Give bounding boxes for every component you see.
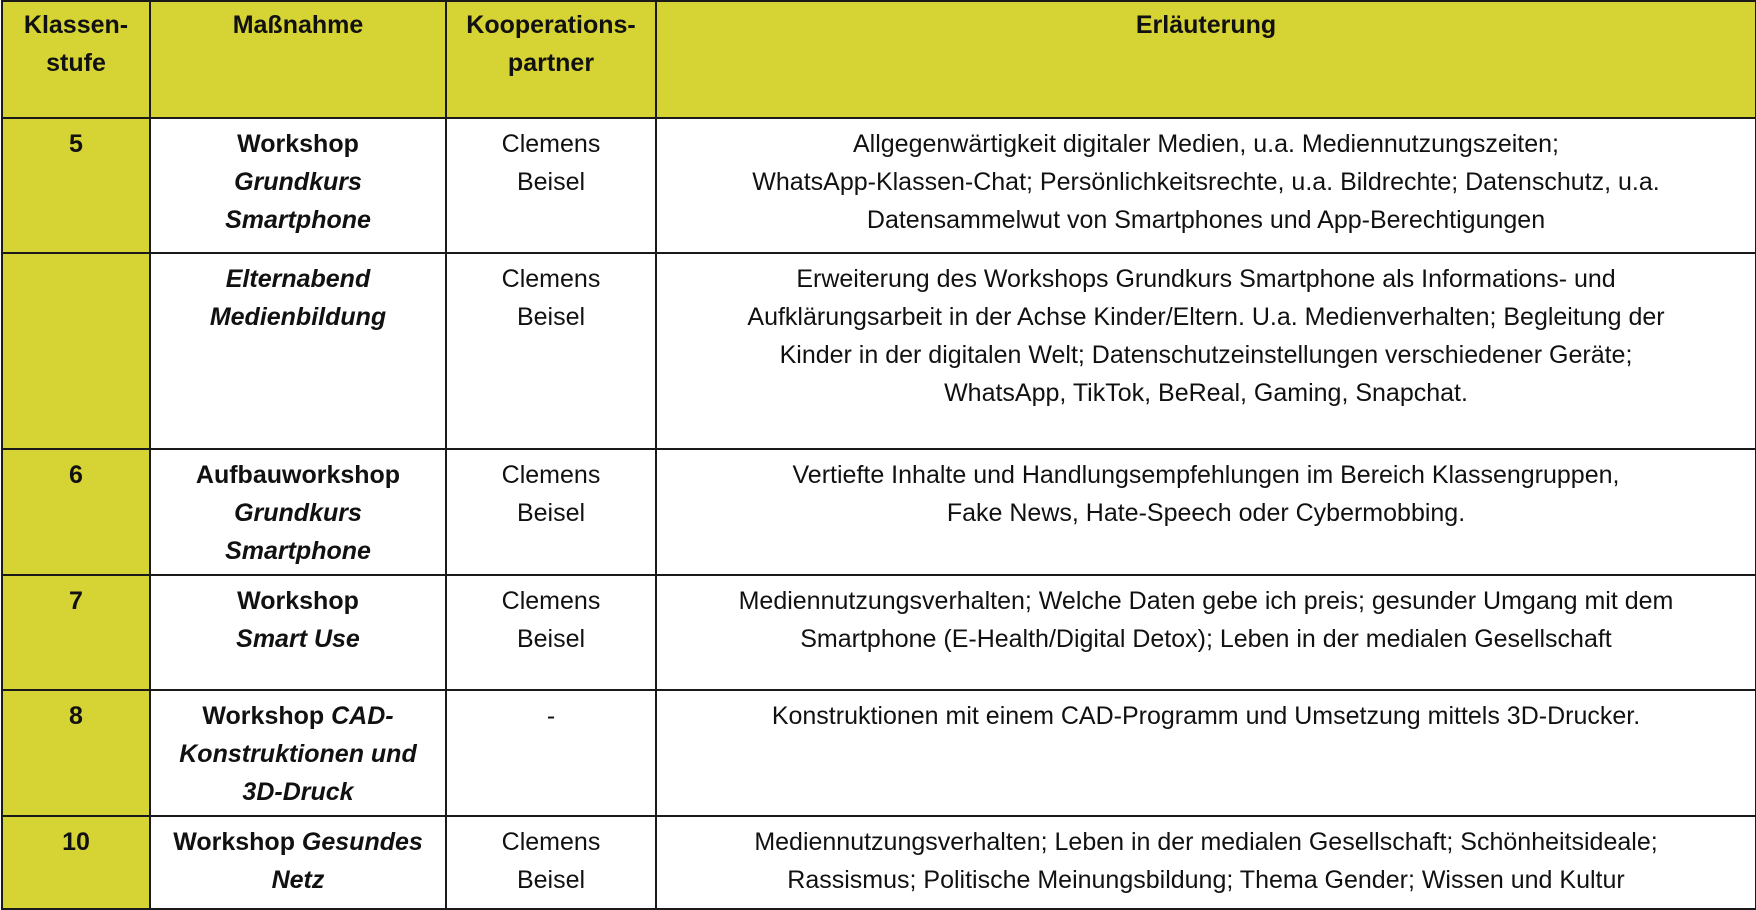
measure-line: Netz <box>271 866 325 894</box>
explanation-line: Aufklärungsarbeit in der Achse Kinder/Eltern. U.a. Medienverhalten; Begleitung der <box>747 303 1665 331</box>
grade-cell <box>2 575 150 690</box>
header-grade <box>2 1 150 118</box>
measure-line <box>157 697 439 735</box>
explanation-line: Erweiterung des Workshops Grundkurs Smartphone als Informations- und <box>796 265 1616 293</box>
explanation-cell <box>656 816 1756 909</box>
partner-cell <box>446 449 656 575</box>
measure-line: Workshop <box>237 587 359 615</box>
partner-cell <box>446 575 656 690</box>
grade-value: 10 <box>62 828 90 856</box>
partner-cell <box>446 816 656 909</box>
grade-cell <box>2 253 150 449</box>
partner-cell <box>446 118 656 253</box>
partner-cell <box>446 690 656 816</box>
measure-italic-inline: Gesundes <box>301 828 423 856</box>
measure-cell <box>150 575 446 690</box>
partner-line: Clemens <box>501 587 601 615</box>
table-row <box>2 575 1756 690</box>
measure-line: Smart Use <box>236 625 360 653</box>
table-row <box>2 118 1756 253</box>
measure-line: Smartphone <box>225 206 371 234</box>
table-row <box>2 816 1756 909</box>
explanation-line: Fake News, Hate-Speech oder Cybermobbing. <box>946 499 1466 527</box>
grade-value: 5 <box>69 130 83 158</box>
table-row <box>2 253 1756 449</box>
table-row <box>2 449 1756 575</box>
measure-line: 3D-Druck <box>242 778 354 806</box>
measure-cell <box>150 816 446 909</box>
table-row <box>2 690 1756 816</box>
measure-cell <box>150 253 446 449</box>
partner-line: - <box>546 702 556 730</box>
grade-value: 7 <box>69 587 83 615</box>
header-partner-line1: Kooperations- <box>466 11 636 39</box>
explanation-line: WhatsApp, TikTok, BeReal, Gaming, Snapchat. <box>944 379 1468 407</box>
header-grade-line2: stufe <box>46 49 106 77</box>
partner-line: Beisel <box>516 499 586 527</box>
partner-line: Beisel <box>516 303 586 331</box>
partner-line: Clemens <box>501 130 601 158</box>
header-explanation <box>656 1 1756 118</box>
partner-cell <box>446 253 656 449</box>
header-measure <box>150 1 446 118</box>
explanation-line: Vertiefte Inhalte und Handlungsempfehlungen im Bereich Klassengruppen, <box>792 461 1620 489</box>
explanation-line: Rassismus; Politische Meinungsbildung; Thema Gender; Wissen und Kultur <box>787 866 1625 894</box>
explanation-cell <box>656 575 1756 690</box>
explanation-line: Smartphone (E-Health/Digital Detox); Leben in der medialen Gesellschaft <box>800 625 1612 653</box>
grade-cell <box>2 449 150 575</box>
measure-italic-inline: CAD- <box>331 702 394 730</box>
header-explanation-label: Erläuterung <box>1135 11 1277 39</box>
explanation-cell <box>656 253 1756 449</box>
partner-line: Beisel <box>516 168 586 196</box>
grade-cell <box>2 690 150 816</box>
partner-line: Clemens <box>501 461 601 489</box>
partner-line: Clemens <box>501 828 601 856</box>
explanation-cell <box>656 449 1756 575</box>
header-grade-line1: Klassen- <box>23 11 129 39</box>
grade-value: 6 <box>69 461 83 489</box>
explanation-line: Kinder in der digitalen Welt; Datenschutzeinstellungen verschiedener Geräte; <box>779 341 1633 369</box>
explanation-line: Datensammelwut von Smartphones und App-Berechtigungen <box>866 206 1546 234</box>
measure-line: Smartphone <box>225 537 371 565</box>
measure-line: Grundkurs <box>234 499 362 527</box>
measure-line: Grundkurs <box>234 168 362 196</box>
measure-plain-text: Workshop <box>202 702 332 730</box>
explanation-line: WhatsApp-Klassen-Chat; Persönlichkeitsrechte, u.a. Bildrechte; Datenschutz, u.a. <box>752 168 1660 196</box>
partner-line: Beisel <box>516 866 586 894</box>
header-partner-line2: partner <box>507 49 595 77</box>
explanation-line: Allgegenwärtigkeit digitaler Medien, u.a. Mediennutzungszeiten; <box>853 130 1559 158</box>
measure-line <box>157 823 439 861</box>
grade-value: 8 <box>69 702 83 730</box>
header-partner <box>446 1 656 118</box>
partner-line: Beisel <box>516 625 586 653</box>
measure-plain-text: Workshop <box>173 828 302 856</box>
partner-line: Clemens <box>501 265 601 293</box>
measure-line: Elternabend <box>225 265 371 293</box>
measure-line: Aufbauworkshop <box>195 461 401 489</box>
header-row <box>2 1 1756 118</box>
measure-cell <box>150 690 446 816</box>
grade-cell <box>2 118 150 253</box>
measure-cell <box>150 449 446 575</box>
explanation-cell <box>656 118 1756 253</box>
explanation-cell <box>656 690 1756 816</box>
explanation-line: Mediennutzungsverhalten; Welche Daten gebe ich preis; gesunder Umgang mit dem <box>738 587 1674 615</box>
explanation-line: Mediennutzungsverhalten; Leben in der medialen Gesellschaft; Schönheitsideale; <box>754 828 1658 856</box>
measure-line: Workshop <box>237 130 359 158</box>
header-measure-label: Maßnahme <box>232 11 364 39</box>
measure-line: Medienbildung <box>209 303 387 331</box>
measure-cell <box>150 118 446 253</box>
measures-table <box>1 0 1756 910</box>
explanation-line: Konstruktionen mit einem CAD-Programm und Umsetzung mittels 3D-Drucker. <box>771 702 1641 730</box>
measure-line: Konstruktionen und <box>179 740 417 768</box>
grade-cell <box>2 816 150 909</box>
